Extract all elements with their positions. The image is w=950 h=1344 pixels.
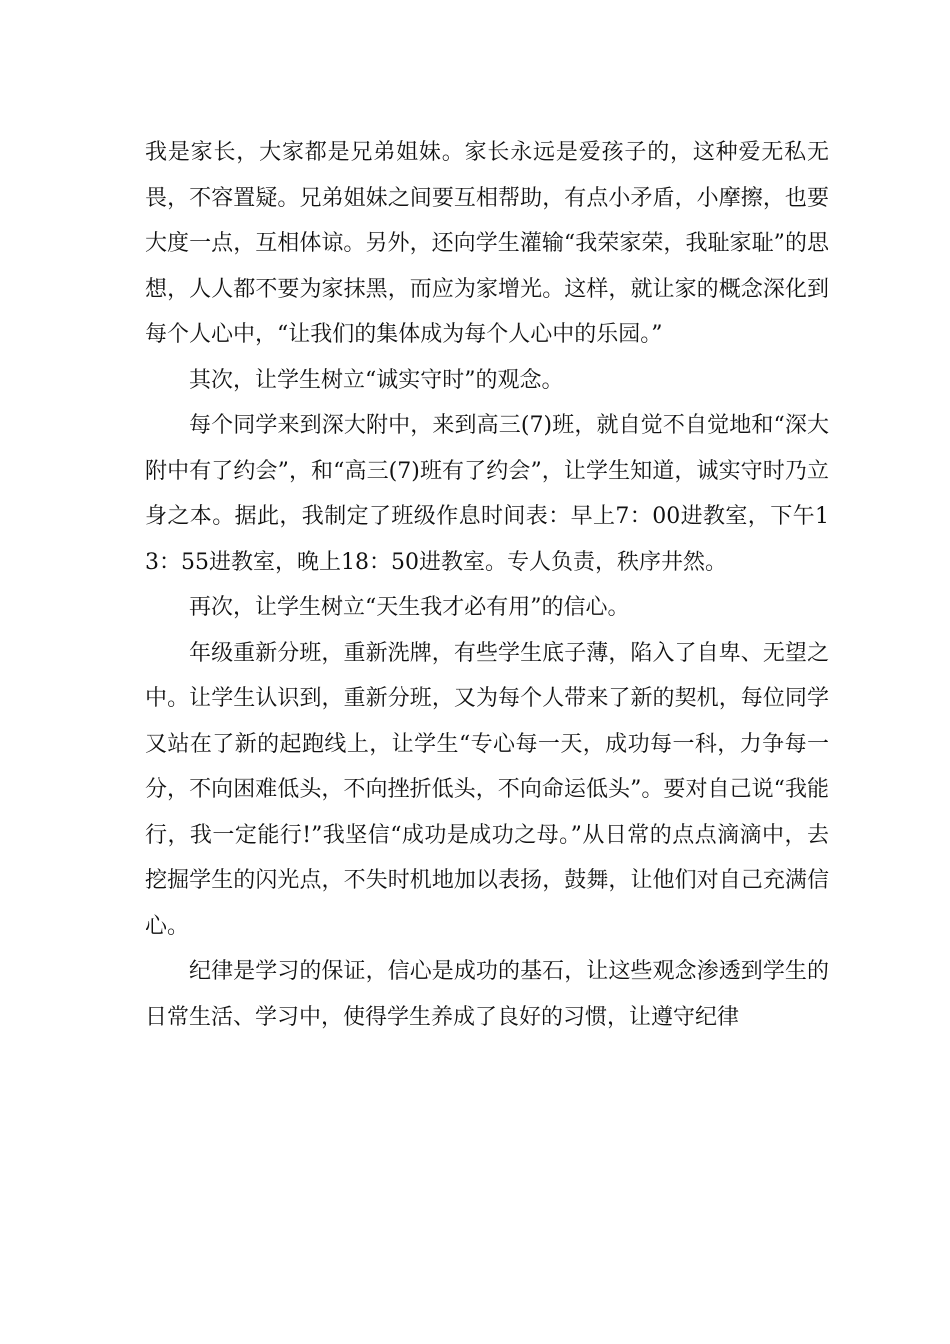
paragraph-honesty-heading: 其次，让学生树立“诚实守时”的观念。 — [189, 367, 564, 393]
paragraph-confidence-heading: 再次，让学生树立“天生我才必有用”的信心。 — [189, 595, 630, 620]
paragraph-discipline: 纪律是学习的保证，信心是成功的基石，让这些观念渗透到学生的日常生活、学习中，使得学生养成了良好的习惯，让遵守纪律 — [145, 959, 829, 1030]
document-body — [145, 130, 829, 1040]
paragraph-regrouping: 年级重新分班，重新洗牌，有些学生底子薄，陷入了自卑、无望之中。让学生认识到，重新分班，又为每个人带来了新的契机，每位同学又站在了新的起跑线上，让学生“专心每一天，成功每一科，力争每一分，不向困难低头，不向挫折低头，不向命运低头”。要对自己说“我能行，我一定能行!”我坚信“成功是成功之母。”从日常的点点滴滴中，去挖掘学生的闪光点，不失时机地加以表扬，鼓舞，让他们对自己充满信心。 — [145, 640, 829, 939]
paragraph-family-concept: 我是家长，大家都是兄弟姐妹。家长永远是爱孩子的，这种爱无私无畏，不容置疑。兄弟姐妹之间要互相帮助，有点小矛盾，小摩擦，也要大度一点，互相体谅。另外，还向学生灌输“我荣家荣，我耻家耻”的思想，人人都不要为家抹黑，而应为家增光。这样，就让家的概念深化到每个人心中，“让我们的集体成为每个人心中的乐园。” — [145, 140, 829, 347]
paragraph-punctuality: 每个同学来到深大附中，来到高三(7)班，就自觉不自觉地和“深大附中有了约会”，和“高三(7)班有了约会”，让学生知道，诚实守时乃立身之本。据此，我制定了班级作息时间表：早上7：00进教室，下午13：55进教室，晚上18：50进教室。专人负责，秩序井然。 — [145, 413, 829, 575]
